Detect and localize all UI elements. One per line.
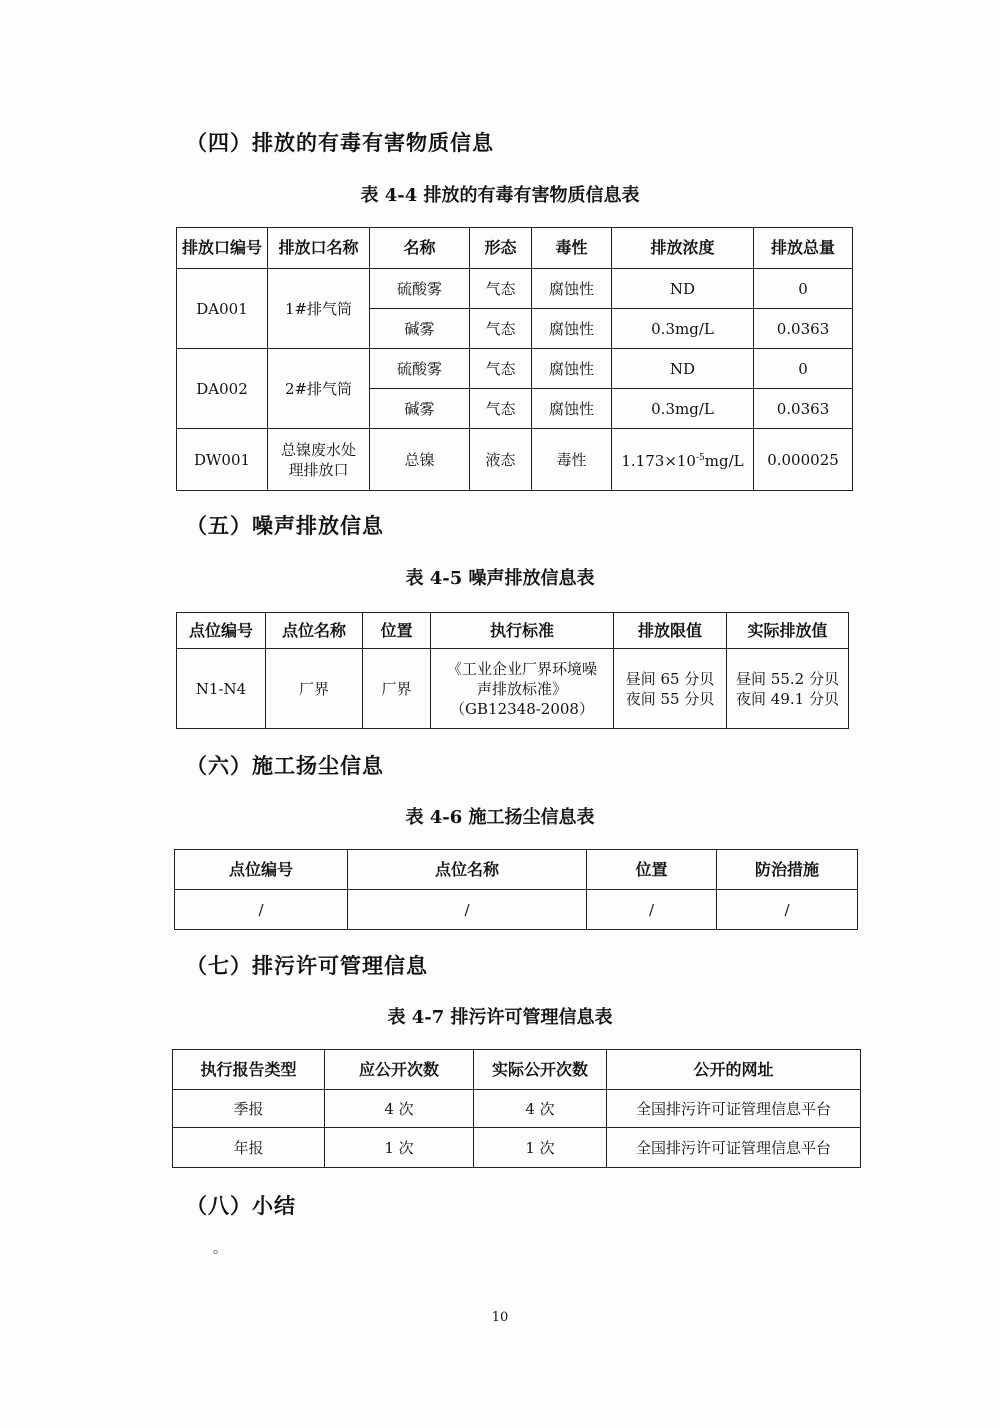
substance: 碱雾 [370,309,470,349]
standard-line: 声排放标准》 [476,679,567,698]
toxicity: 腐蚀性 [532,309,612,349]
table-header-row [173,1050,861,1090]
table-header-row [175,850,858,890]
section-heading-4: （四）排放的有毒有害物质信息 [186,130,494,155]
table-4-6 [174,849,858,930]
limit-value [614,649,727,729]
total: 0 [754,349,853,389]
point-code: N1-N4 [177,649,266,729]
table-4-7 [172,1049,861,1168]
header-cell: 实际排放值 [727,613,849,649]
standard-line: （GB12348-2008） [450,699,594,718]
table-row [177,349,853,389]
outlet-code: DA001 [177,269,268,349]
table-4-4 [176,227,853,491]
conc-unit: mg/L [704,452,744,470]
limit-line: 昼间 65 分贝 [625,669,715,688]
concentration: 0.3mg/L [612,389,754,429]
report-type: 季报 [173,1090,325,1128]
standard [431,649,614,729]
outlet-name-line: 总镍废水处 [280,440,356,459]
toxicity: 腐蚀性 [532,389,612,429]
section-heading-6: （六）施工扬尘信息 [186,753,384,778]
header-cell: 点位编号 [175,850,348,890]
table-row [177,269,853,309]
header-cell: 应公开次数 [325,1050,474,1090]
required-count: 1 次 [325,1128,474,1168]
concentration: 0.3mg/L [612,309,754,349]
conc-base: 1.173×10 [621,452,696,470]
total: 0.0363 [754,389,853,429]
website: 全国排污许可证管理信息平台 [607,1090,861,1128]
concentration: ND [612,269,754,309]
table-row [177,429,853,491]
section-heading-8: （八）小结 [186,1193,296,1218]
section-heading-5: （五）噪声排放信息 [186,513,384,538]
table-header-row [177,613,849,649]
header-cell: 防治措施 [717,850,858,890]
toxicity: 腐蚀性 [532,269,612,309]
conc-exponent: -5 [695,453,705,463]
actual-count: 4 次 [474,1090,607,1128]
outlet-name: 1#排气筒 [268,269,370,349]
header-cell: 点位名称 [348,850,587,890]
total: 0 [754,269,853,309]
standard-line: 《工业企业厂界环境噪 [446,659,597,678]
outlet-code: DW001 [177,429,268,491]
required-count: 4 次 [325,1090,474,1128]
actual-value [727,649,849,729]
header-cell: 名称 [370,228,470,269]
total: 0.0363 [754,309,853,349]
toxicity: 腐蚀性 [532,349,612,389]
outlet-name [268,429,370,491]
header-cell: 排放限值 [614,613,727,649]
table-4-6-caption: 表 4-6 施工扬尘信息表 [405,807,595,828]
cell: / [175,890,348,930]
state: 气态 [470,269,532,309]
substance: 硫酸雾 [370,349,470,389]
header-cell: 排放口编号 [177,228,268,269]
header-cell: 执行标准 [431,613,614,649]
table-4-7-caption: 表 4-7 排污许可管理信息表 [387,1007,613,1028]
header-cell: 点位编号 [177,613,266,649]
substance: 硫酸雾 [370,269,470,309]
table-row [173,1090,861,1128]
header-cell: 形态 [470,228,532,269]
report-type: 年报 [173,1128,325,1168]
state: 气态 [470,349,532,389]
outlet-name-line: 理排放口 [288,460,349,479]
table-row [173,1128,861,1168]
table-header-row [177,228,853,269]
substance: 总镍 [370,429,470,491]
limit-line: 夜间 55 分贝 [625,689,715,708]
header-cell: 排放总量 [754,228,853,269]
table-4-4-caption: 表 4-4 排放的有毒有害物质信息表 [360,185,640,206]
cell: / [348,890,587,930]
actual-line: 夜间 49.1 分贝 [736,689,839,708]
toxicity: 毒性 [532,429,612,491]
concentration [612,429,754,491]
state: 液态 [470,429,532,491]
header-cell: 公开的网址 [607,1050,861,1090]
actual-line: 昼间 55.2 分贝 [736,669,839,688]
actual-count: 1 次 [474,1128,607,1168]
summary-text: 。 [213,1241,227,1257]
section-heading-7: （七）排污许可管理信息 [186,953,428,978]
concentration: ND [612,349,754,389]
table-row [175,890,858,930]
table-4-5 [176,612,849,729]
header-cell: 排放浓度 [612,228,754,269]
page-number: 10 [491,1310,509,1325]
total: 0.000025 [754,429,853,491]
header-cell: 位置 [587,850,717,890]
website: 全国排污许可证管理信息平台 [607,1128,861,1168]
header-cell: 毒性 [532,228,612,269]
header-cell: 位置 [363,613,431,649]
header-cell: 执行报告类型 [173,1050,325,1090]
point-name: 厂界 [266,649,363,729]
state: 气态 [470,309,532,349]
header-cell: 排放口名称 [268,228,370,269]
table-4-5-caption: 表 4-5 噪声排放信息表 [405,568,595,589]
header-cell: 点位名称 [266,613,363,649]
header-cell: 实际公开次数 [474,1050,607,1090]
position: 厂界 [363,649,431,729]
outlet-code: DA002 [177,349,268,429]
cell: / [587,890,717,930]
table-row [177,649,849,729]
cell: / [717,890,858,930]
substance: 碱雾 [370,389,470,429]
state: 气态 [470,389,532,429]
outlet-name: 2#排气筒 [268,349,370,429]
